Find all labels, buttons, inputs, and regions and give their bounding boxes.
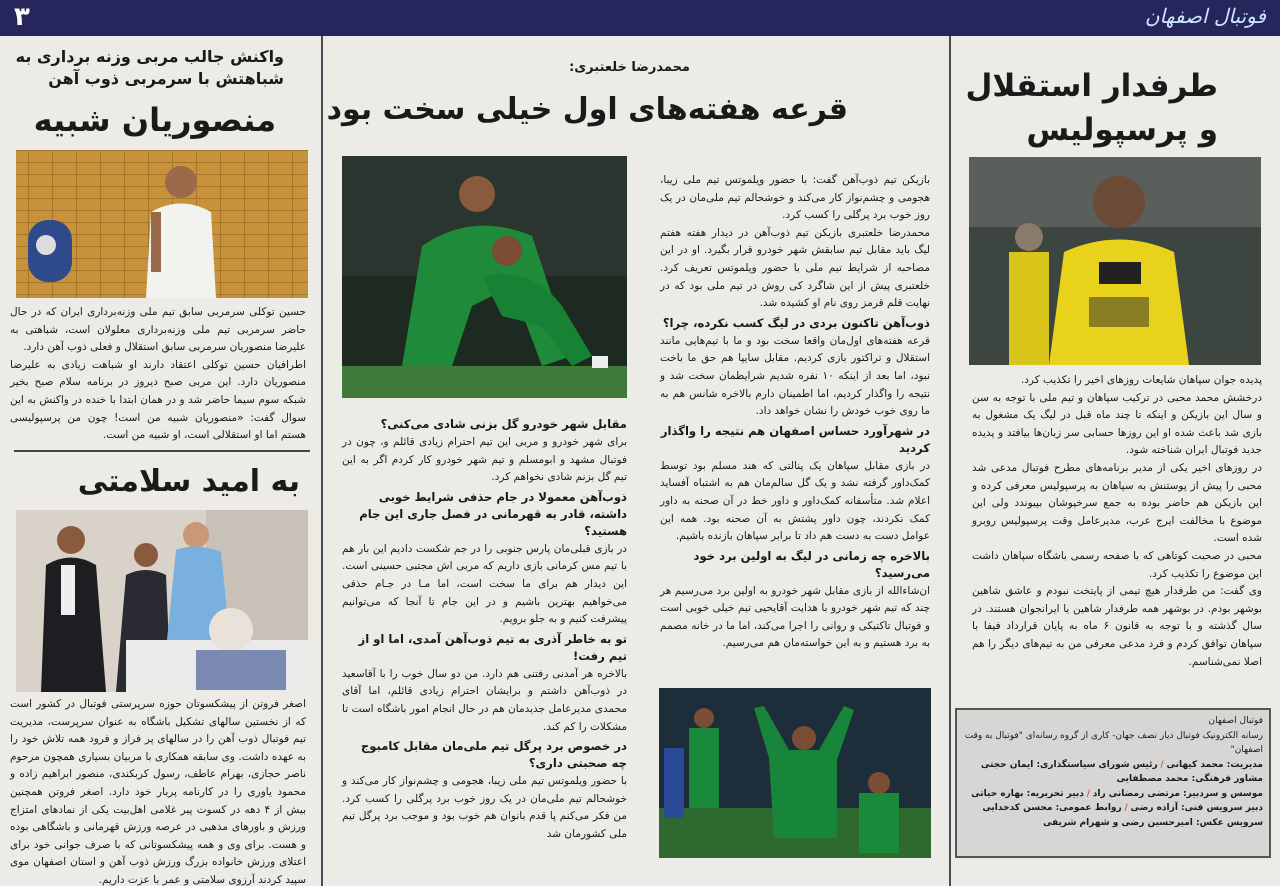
credits-item: موسس و سردبیر: مرتضی رمضانی راد (1092, 788, 1263, 799)
credits-item: دبیر سرویس فنی: آزاده رضی (1130, 803, 1263, 813)
title-line: و پرسپولیس (1026, 112, 1218, 148)
credits-line: مشاور فرهنگی: محمد مصطفایی (1116, 774, 1263, 784)
player-image (969, 157, 1261, 365)
credits-line (963, 758, 1263, 773)
separator: / (1086, 788, 1090, 799)
column-divider (949, 36, 951, 886)
article-title: قرعه هفته‌های اول خیلی سخت بود (326, 92, 848, 127)
team-photo (659, 688, 931, 858)
credits-line (963, 787, 1263, 802)
question-heading: بالاخره چه زمانی در لیگ به اولین برد خود می‌رسید؟ (693, 548, 930, 580)
team-image (659, 688, 931, 858)
article-kicker: محمدرضا خلعتبری: (569, 60, 690, 75)
kicker-line: واکنش جالب مربی وزنه برداری به (15, 47, 284, 66)
kicker-line: شباهتش با سرمربی ذوب آهن (48, 69, 284, 88)
paragraph: محمدرضا خلعتبری بازیکن تیم ذوب‌آهن در دیدار هفته هفتم لیگ باید مقابل تیم سابقش شهر خودرو قرار بگیرد. او در این مصاحبه از شرایط تیم ملی با حضور ویلموتس تعریف کرد. خلعتبری پیش از این شاگرد کی روش در تیم ملی بود که در نهایت قلم قرمز روی نام او کشیده شد. (660, 226, 930, 310)
player-photo (969, 157, 1261, 365)
article-body-left (342, 414, 627, 844)
paragraph: برای شهر خودرو و مربی این تیم احترام زیادی قائلم و، چون در فوتبال مشهد و ابومسلم و تیم شهر خودرو کار کردم اگر به این تیم گل بزنم شادی نخواهم کرد. (342, 436, 627, 484)
hospital-photo (16, 510, 308, 692)
right-column (953, 36, 1280, 886)
paragraph: اطرافیان حسین توکلی اعتقاد دارند او شباهت زیادی به علیرضا منصوریان دارد. این مربی صبح دیروز در برنامه سلام صبح بخیر شبکه سوم سیما حاضر شد و در همان ابتدا با خنده در واکنش به این سوال گفت: «منصوریان شبیه من است! چون من پرسپولیسی هستم اما او استقلالی است، او شبیه من است. (10, 358, 306, 442)
title-line: طرفدار استقلال (965, 68, 1218, 104)
question-heading: در خصوص برد پرگل تیم ملی‌مان مقابل کامبوج چه صحبتی داری؟ (360, 739, 627, 771)
article-body-right (660, 172, 930, 653)
page-number: ۳ (14, 2, 30, 32)
paragraph: ان‌شاءالله از بازی مقابل شهر خودرو به اولین برد می‌رسیم هر چند که تیم شهر خودرو با هدایت آقا‌یحیی تیم خیلی خوبی است و فوتبال تاکتیکی و روانی را اجرا می‌کند، اما ما در خانه مصمم به برد هستیم و به این خواسته‌مان هم می‌رسیم. (660, 584, 930, 650)
credits-item: دبیر تحریریه: بهاره حیاتی (971, 788, 1084, 799)
article-title: به امید سلامتی (77, 464, 300, 499)
question-heading: در شهرآورد حساس اصفهان هم نتیجه را واگذار کردید (660, 423, 930, 455)
credits-line: سرویس عکس: امیرحسین رضی و شهرام شریفی (1042, 817, 1263, 828)
credits-box (955, 708, 1271, 858)
paragraph: با حضور ویلموتس تیم ملی زیبا، هجومی و چشم‌نواز کار می‌کند و خوشحالم تیم ملی‌مان در یک روز خوب برد پرگلی را کسب کرد. من فکر می‌کنم پا قدم بانوان هم خوب بود و موجب برد پرگل تیم ملی کشورمان شد (342, 775, 627, 840)
paragraph: درخشش محمد محبی در ترکیب سپاهان و تیم ملی با توجه به سن و سال این بازیکن و اینکه تا چند ماه قبل در لیگ یک مشغول به بازی شد باعث شده او این روزها حسابی سر زبان‌ها بیافتد و پدیده جدید فوتبال ایران شناخته شود. (972, 391, 1262, 457)
paragraph: بازیکن تیم ذوب‌آهن گفت: با حضور ویلموتس تیم ملی زیبا، هجومی و چشم‌نواز کار می‌کند و خوشحالم تیم ملی‌مان در یک روز خوب برد پرگلی را کسب کرد. (660, 174, 930, 222)
left-column (0, 36, 320, 886)
separator: / (1124, 803, 1128, 813)
article-body (972, 372, 1262, 671)
credits-item: رئیس شورای سیاستگذاری: ایمان حجتی (980, 759, 1158, 770)
header-bar (0, 0, 1280, 36)
paragraph: حسین توکلی سرمربی سابق تیم ملی وزنه‌برداری ایران که در حال حاضر سرمربی تیم ملی وزنه‌برداری معلولان است، شباهتی به علیرضا منصوریان سرمربی سابق استقلال و فعلی ذوب آهن دارد. (10, 306, 306, 354)
paragraph: وی گفت: من طرفدار هیچ تیمی از پایتخت نبودم و عاشق شاهین بوشهر بودم. در بوشهر همه طرفدار شاهین یا ایرانجوان هستند. در سال گذشته و با توجه به قانون ۶ ماه به پایان قرارداد فیفا با سپاهان توافق کردم و فرد مدعی معرفی من به تیم‌های دیگر را هم اصلا نمی‌شناسم. (972, 585, 1262, 668)
article-title: منصوریان شبیه (33, 101, 276, 139)
paragraph: در بازی مقابل سپاهان یک پنالتی که هند مسلم بود توسط کمک‌داور گرفته نشد و یک گل سالم‌مان هم به اشتباه آفساید اعلام شد. متأسفانه کمک‌داور و داور خط در آن صحنه به داور کمک نکردند، چون داور پشتش به آن صحنه بود. همه این عوامل دست به دست هم داد تا برابر سپاهان بازنده باشیم. (660, 459, 930, 543)
paragraph: در بازی قبلی‌مان پارس جنوبی را در جم شکست دادیم این بار هم با تیم مس کرمانی بازی داریم که مربی اش مجتبی حسینی است. این دیدار هم برای ما سخت است، اما مـا در جـام حذفی می‌خواهیم بهترین باشیم و در این جام تا آنجا که می‌توانیم پیشرفت کنیم و به جلو برویم. (342, 542, 627, 626)
paragraph: قرعه هفته‌های اول‌مان واقعا سخت بود و ما با تیم‌هایی مانند استقلال و تراکتور بازی کردیم. مقابل سایپا هم حق ما باخت نبود، اما بعد از اینکه ۱۰ نفره شدیم شرایطمان سخت شد و نتیجه را واگذار کردیم، اما اطمینان دارم بالاخره شانس هم به ما روی خوب خودش را نشان خواهد داد. (660, 334, 930, 418)
players-celebration-photo (342, 156, 627, 398)
section-divider (14, 450, 310, 452)
paragraph: بالاخره هر آمدنی رفتنی هم دارد. من دو سال خوب را با آقاسعید در ذوب‌آهن داشتم و برایشان احترام زیادی قائلم، اما آقای محمدی مدیرعامل جدیدمان هم در حال انجام امور باشگاه است تا مشکلات را کم کند. (342, 667, 627, 733)
article-body (10, 304, 306, 445)
publication-logo: فوتبال اصفهان (1144, 4, 1266, 28)
paragraph: در روزهای اخیر یکی از مدیر برنامه‌های مطرح فوتبال مدعی شد محبی را پیش از پوستنش به سپاهان به پرسپولیس معرفی کرده و این بازیکن هم حاضر بوده به جمع سرخپوشان بپیوندد ولی این موضوع با مخالفت ایرج عرب، مدیرعامل وقت پرسپولیس روبرو شده است. (972, 461, 1262, 545)
credits-line (963, 801, 1263, 816)
paragraph: اصغر فروتن از پیشکسوتان حوزه سرپرستی فوتبال در کشور است که از نخستین سالهای تشکیل باشگاه به عنوان سرپرست، مدیریت تیم فوتبال ذوب آهن را در سالهای پر فراز و فرود همه تلاش خود را به عهده داشت. وی سابقه همکاری با مربیان بسیاری همچون مرحوم ناصر حجازی، بهرام عاطف، رسول کربکندی، منصور ابراهیم زاده و محمود یاوری را در کارنامه پربار خود دارد. اصغر فروتن همچنین بیش از ۴ دهه در کسوت پیر غلامی اهل‌بیت یکی از نمادهای امتزاج ورزش و باورهای مذهبی در عرصه ورزش قهرمانی و باشگاهی بوده و هست. برای وی و همه پیشکسوتانی که با صرف جوانی خود برای اعتلای ورزش خانواده بزرگ ورزش ذوب آهن و استان اصفهان موی سپید کردند آرزوی سلامتی و عمر با عزت داریم. (10, 698, 306, 886)
column-divider (321, 36, 323, 886)
credits-line: رسانه الکترونیک فوتبال دیار نصف جهان- کاری از گروه رسانه‌ای "فوتبال به وقت اصفهان" (964, 730, 1263, 755)
article-body (10, 696, 306, 886)
coach-photo (16, 150, 308, 298)
article-kicker (16, 46, 284, 90)
credits-line: فوتبال اصفهان (1208, 716, 1263, 726)
celebration-image (342, 156, 627, 398)
hospital-image (16, 510, 308, 692)
paragraph: پدیده جوان سپاهان شایعات روزهای اخیر را تکذیب کرد. (1020, 374, 1262, 386)
separator: / (1160, 759, 1164, 770)
credits-item: روابط عمومی: محسن کدخدایی (982, 803, 1122, 813)
question-heading: ذوب‌آهن معمولا در جام حذفی شرایط خوبی داشته، قادر به قهرمانی در فصل جاری این جام هستید؟ (359, 489, 627, 538)
paragraph: محبی در صحبت کوتاهی که با صفحه رسمی باشگاه سپاهان داشت این موضوع را تکذیب کرد. (972, 549, 1262, 580)
question-heading: تو به خاطر آذری به تیم ذوب‌آهن آمدی، اما او از تیم رفت! (358, 631, 627, 663)
middle-column (324, 36, 948, 886)
question-heading: مقابل شهر خودرو گل بزنی شادی می‌کنی؟ (380, 417, 627, 431)
question-heading: ذوب‌آهن تاکنون بردی در لیگ کسب نکرده، چرا؟ (662, 315, 930, 330)
coach-image (16, 150, 308, 298)
credits-item: مدیریت: محمد کیهانی (1166, 759, 1263, 770)
